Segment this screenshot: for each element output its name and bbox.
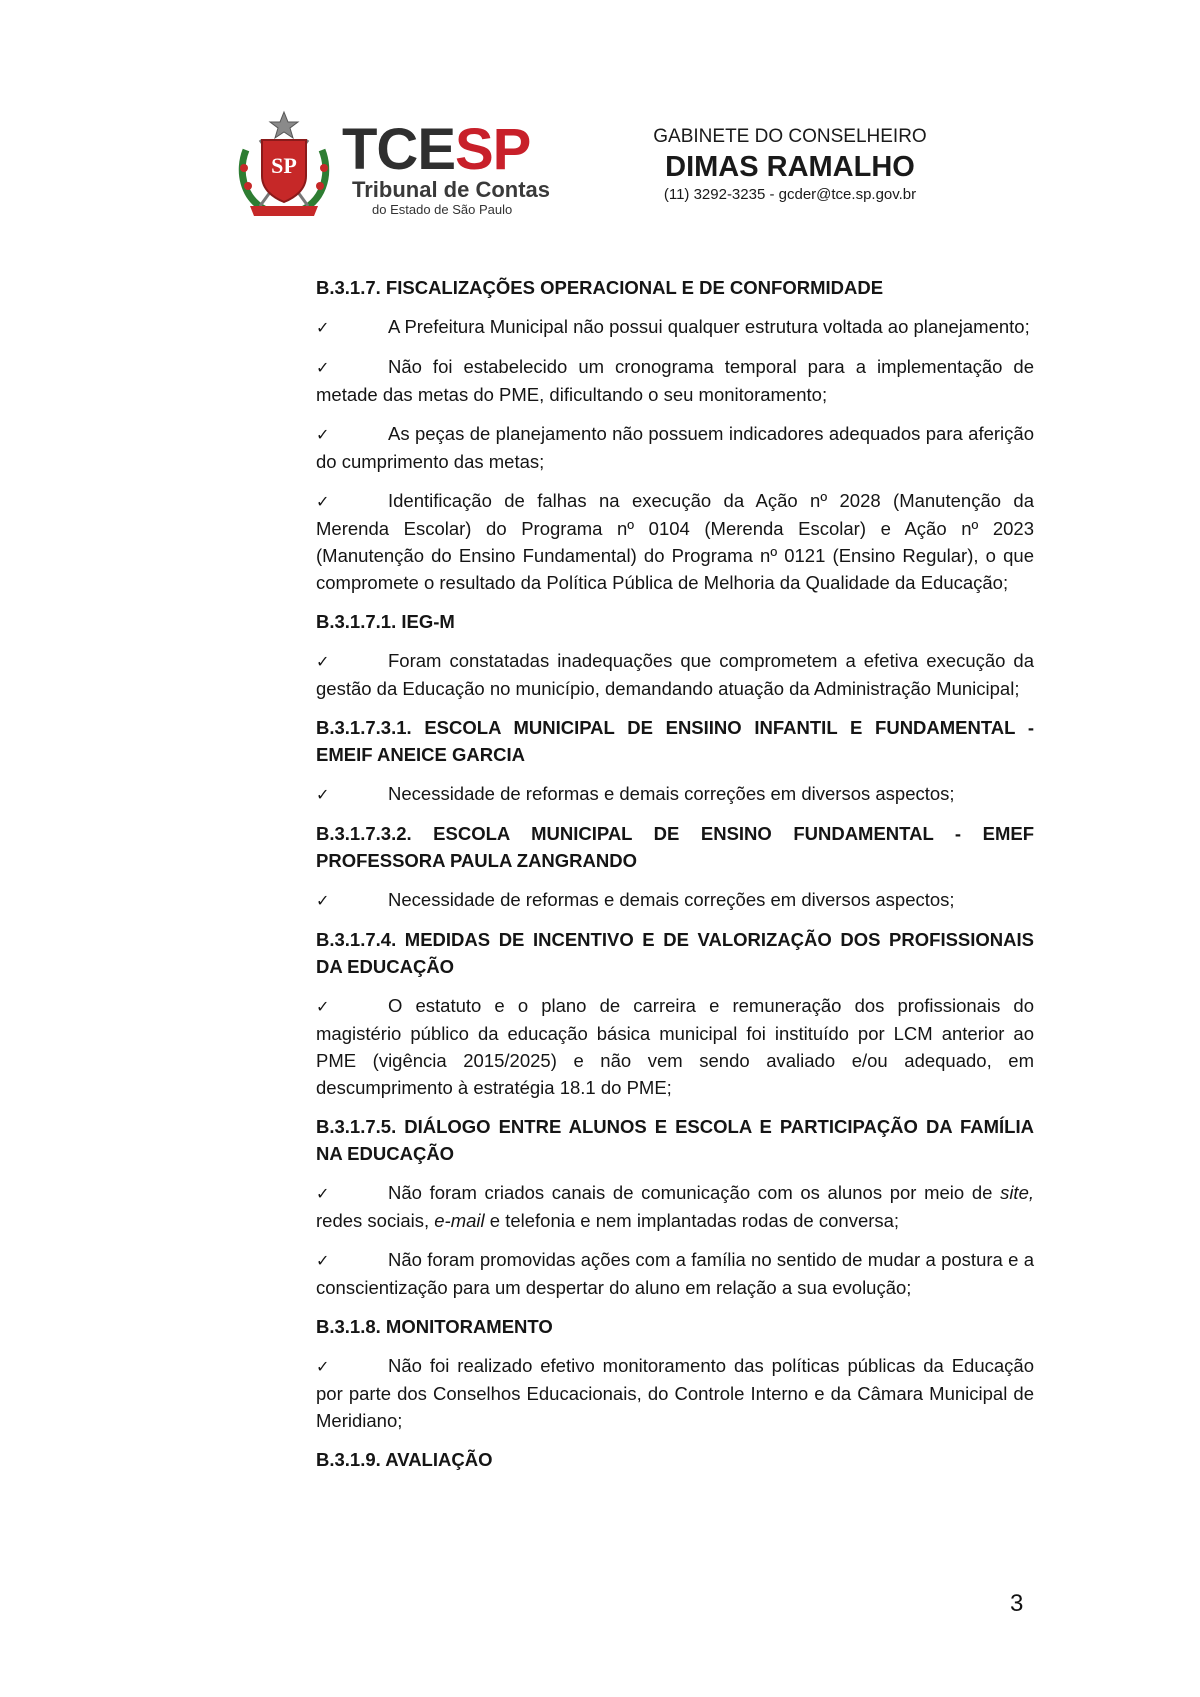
section-heading: B.3.1.7.5. DIÁLOGO ENTRE ALUNOS E ESCOLA E PARTICIPAÇÃO DA FAMÍLIA NA EDUCAÇÃO [316,1116,1034,1164]
page-number: 3 [1010,1590,1024,1617]
section-heading: B.3.1.7.1. IEG-M [316,611,455,632]
office-title: GABINETE DO CONSELHEIRO [653,126,927,147]
section-heading: B.3.1.7.3.1. ESCOLA MUNICIPAL DE ENSIINO INFANTIL E FUNDAMENTAL - EMEIF ANEICE GARCIA [316,717,1034,765]
bullet-item [316,353,1034,408]
brand-name-sp: SP [455,117,531,182]
bullet-text: Não foram promovidas ações com a família no sentido de mudar a postura e a conscientização para um despertar do aluno em relação a sua evolução; [316,1249,1034,1298]
bullet-item [316,487,1034,596]
bullet-text-part: redes sociais, [316,1210,435,1231]
document-body [316,274,1034,1485]
councillor-name: DIMAS RAMALHO [665,151,915,183]
bullet-item [316,420,1034,475]
checkmark-icon: ✓ [316,318,330,337]
bullet-item [316,1246,1034,1301]
checkmark-icon: ✓ [316,891,330,910]
checkmark-icon: ✓ [316,997,330,1016]
bullet-text-part: e telefonia e nem implantadas rodas de conversa; [484,1210,900,1231]
bullet-item [316,992,1034,1101]
checkmark-icon: ✓ [316,358,330,377]
bullet-text: O estatuto e o plano de carreira e remuneração dos profissionais do magistério público da educação básica municipal foi instituído por LCM anterior ao PME (vigência 2015/2025) e não vem sendo avaliado e/ou adequado, em descumprimento à estratégia 18.1 do PME; [316,995,1034,1098]
brand-subtitle: Tribunal de Contas [352,177,551,202]
bullet-text: Identificação de falhas na execução da Ação nº 2028 (Manutenção da Merenda Escolar) do Programa nº 0104 (Merenda Escolar) e Ação nº 2023 (Manutenção do Ensino Fundamental) do Programa nº 0121 (Ensino Regular), o que compromete o resultado da Política Pública de Melhoria da Qualidade da Educação; [316,490,1034,593]
bullet-text: Não foi realizado efetivo monitoramento das políticas públicas da Educação por parte dos Conselhos Educacionais, do Controle Interno e da Câmara Municipal de Meridiano; [316,1355,1034,1431]
bullet-text-italic-email: e-mail [434,1210,485,1231]
office-contact: (11) 3292-3235 - gcder@tce.sp.gov.br [663,186,917,203]
brand-name-tce: TCE [342,117,455,182]
bullet-text: Não foi estabelecido um cronograma temporal para a implementação de metade das metas do PME, dificultando o seu monitoramento; [316,356,1034,405]
bullet-text: Foram constatadas inadequações que comprometem a efetiva execução da gestão da Educação no município, demandando atuação da Administração Municipal; [316,650,1034,699]
bullet-item [316,313,1034,341]
bullet-text: Necessidade de reformas e demais correções em diversos aspectos; [388,783,955,804]
brand-subtitle-2: do Estado de São Paulo [372,202,513,217]
bullet-item [316,886,1034,914]
bullet-text: A Prefeitura Municipal não possui qualquer estrutura voltada ao planejamento; [388,316,1030,337]
section-heading: B.3.1.8. MONITORAMENTO [316,1316,553,1337]
section-heading: B.3.1.7.4. MEDIDAS DE INCENTIVO E DE VALORIZAÇÃO DOS PROFISSIONAIS DA EDUCAÇÃO [316,929,1034,977]
checkmark-icon: ✓ [316,652,330,671]
brand-name [342,117,531,182]
checkmark-icon: ✓ [316,785,330,804]
section-heading: B.3.1.9. AVALIAÇÃO [316,1449,493,1470]
bullet-text-italic-site: site, [1000,1182,1034,1203]
bullet-item [316,780,1034,808]
checkmark-icon: ✓ [316,1251,330,1270]
checkmark-icon: ✓ [316,492,330,511]
bullet-item [316,647,1034,702]
bullet-item [316,1179,1034,1234]
bullet-text: As peças de planejamento não possuem indicadores adequados para aferição do cumprimento das metas; [316,423,1034,472]
page-header [0,0,1200,240]
checkmark-icon: ✓ [316,1184,330,1203]
bullet-text-part: Não foram criados canais de comunicação com os alunos por meio de [388,1182,1001,1203]
checkmark-icon: ✓ [316,1357,330,1376]
section-heading: B.3.1.7. FISCALIZAÇÕES OPERACIONAL E DE CONFORMIDADE [316,277,884,298]
bullet-text: Necessidade de reformas e demais correções em diversos aspectos; [388,889,955,910]
tcesp-seal-logo [236,110,332,224]
section-heading: B.3.1.7.3.2. ESCOLA MUNICIPAL DE ENSINO FUNDAMENTAL - EMEF PROFESSORA PAULA ZANGRANDO [316,823,1034,871]
office-block [620,126,960,204]
seal-text: SP [271,153,297,178]
bullet-item [316,1352,1034,1434]
checkmark-icon: ✓ [316,425,330,444]
